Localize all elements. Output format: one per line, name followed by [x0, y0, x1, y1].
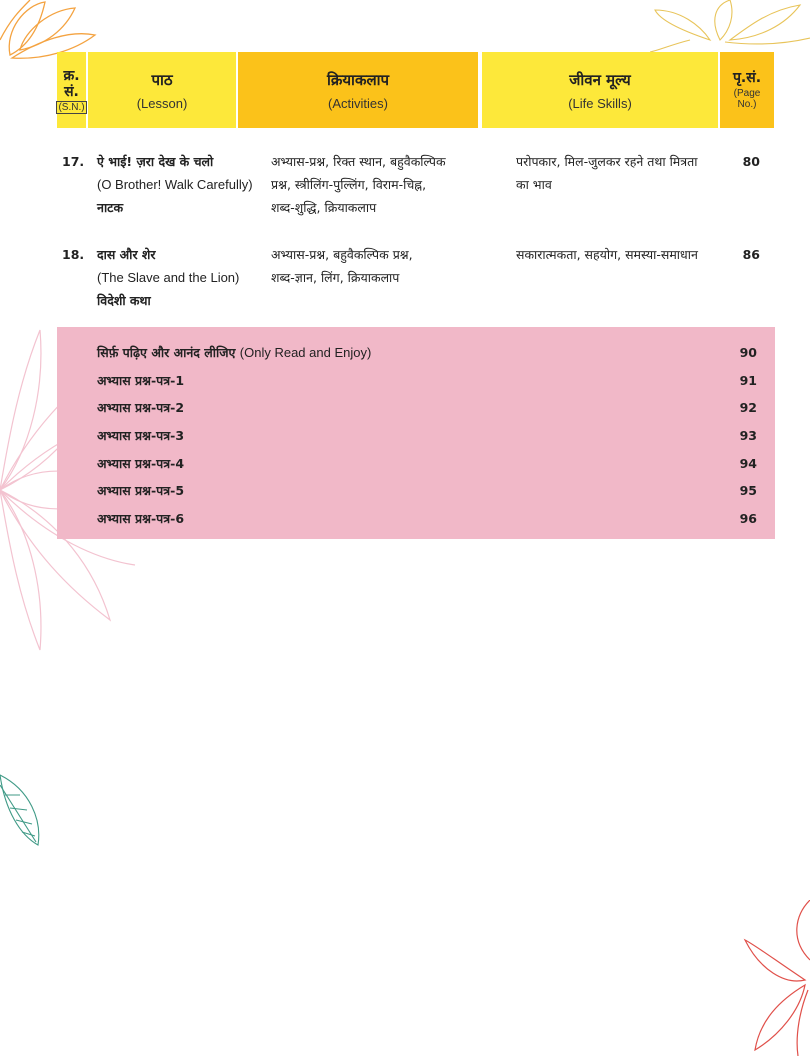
header-page-en-1: (Page: [733, 88, 761, 99]
extras-label-en: (Only Read and Enjoy): [239, 345, 372, 360]
header-activities-hi: क्रियाकलाप: [326, 70, 390, 89]
header-life-skills-hi: जीवन मूल्य: [569, 70, 631, 89]
row-lesson: [97, 150, 253, 219]
activities-line: अभ्यास-प्रश्न, रिक्त स्थान, बहुवैकल्पिक: [271, 154, 446, 169]
extras-label: अभ्यास प्रश्न-पत्र-6: [97, 511, 185, 527]
header-page-en-2: No.): [737, 99, 757, 110]
activities-line: शब्द-ज्ञान, लिंग, क्रियाकलाप: [271, 270, 400, 285]
extras-page: 92: [739, 400, 757, 416]
extras-label: अभ्यास प्रश्न-पत्र-4: [97, 455, 185, 471]
header-lesson: [88, 52, 236, 128]
extras-label: अभ्यास प्रश्न-पत्र-1: [97, 372, 185, 388]
header-serial-number: [57, 52, 86, 128]
activities-line: प्रश्न, स्त्रीलिंग-पुल्लिंग, विराम-चिह्न,: [271, 177, 427, 192]
extras-list: [97, 339, 757, 533]
header-life-skills: [482, 52, 718, 128]
list-item: [97, 450, 757, 478]
extras-label: सिर्फ़ पढ़िए और आनंद लीजिए: [97, 345, 236, 360]
row-life-skills: [516, 243, 731, 266]
extras-label: अभ्यास प्रश्न-पत्र-3: [97, 428, 185, 444]
list-item: [97, 394, 757, 422]
row-page-number: 86: [742, 247, 760, 262]
lesson-title-en: (O Brother! Walk Carefully): [97, 177, 253, 192]
header-sn-hi-2: सं.: [64, 83, 79, 100]
list-item: [97, 477, 757, 505]
row-activities: [271, 243, 501, 289]
extras-page: 94: [739, 455, 757, 471]
header-lesson-en: (Lesson): [136, 95, 188, 111]
header-life-skills-en: (Life Skills): [568, 95, 632, 111]
life-skills-line: का भाव: [516, 177, 552, 192]
top-right-flower-decoration: [650, 0, 810, 55]
header-sn-hi-1: क्र.: [63, 67, 80, 84]
lesson-title-en: (The Slave and the Lion): [97, 270, 240, 285]
header-sn-en: (S.N.): [58, 101, 85, 113]
header-activities: [238, 52, 478, 128]
extras-page: 90: [739, 345, 757, 360]
row-life-skills: [516, 150, 731, 196]
row-serial: 17.: [62, 154, 85, 169]
life-skills-line: सकारात्मकता, सहयोग, समस्या-समाधान: [516, 247, 698, 262]
header-page-number: [720, 52, 774, 128]
header-page-hi: पृ.सं.: [732, 70, 762, 86]
extras-page: 95: [739, 483, 757, 499]
activities-line: अभ्यास-प्रश्न, बहुवैकल्पिक प्रश्न,: [271, 247, 413, 262]
row-page-number: 80: [742, 154, 760, 169]
list-item: [97, 505, 757, 533]
extras-page: 96: [739, 511, 757, 527]
header-lesson-hi: पाठ: [151, 70, 173, 89]
life-skills-line: परोपकार, मिल-जुलकर रहने तथा मित्रता: [516, 154, 698, 169]
lesson-title: ऐ भाई! ज़रा देख के चलो: [97, 154, 214, 169]
row-serial: 18.: [62, 247, 85, 262]
list-item: [97, 367, 757, 395]
header-activities-en: (Activities): [328, 95, 388, 111]
list-item: [97, 339, 757, 367]
extras-page: 91: [739, 372, 757, 388]
lesson-title: दास और शेर: [97, 247, 156, 262]
lesson-genre: विदेशी कथा: [97, 293, 151, 308]
activities-line: शब्द-शुद्धि, क्रियाकलाप: [271, 200, 377, 215]
extras-section: [57, 327, 775, 539]
extras-page: 93: [739, 428, 757, 444]
left-green-leaf-decoration: [0, 770, 45, 850]
extras-label: अभ्यास प्रश्न-पत्र-5: [97, 483, 185, 499]
row-lesson: [97, 243, 239, 312]
row-activities: [271, 150, 501, 219]
list-item: [97, 422, 757, 450]
extras-label: अभ्यास प्रश्न-पत्र-2: [97, 400, 185, 416]
lesson-genre: नाटक: [97, 200, 124, 215]
bottom-right-flower-decoration: [740, 900, 810, 1056]
